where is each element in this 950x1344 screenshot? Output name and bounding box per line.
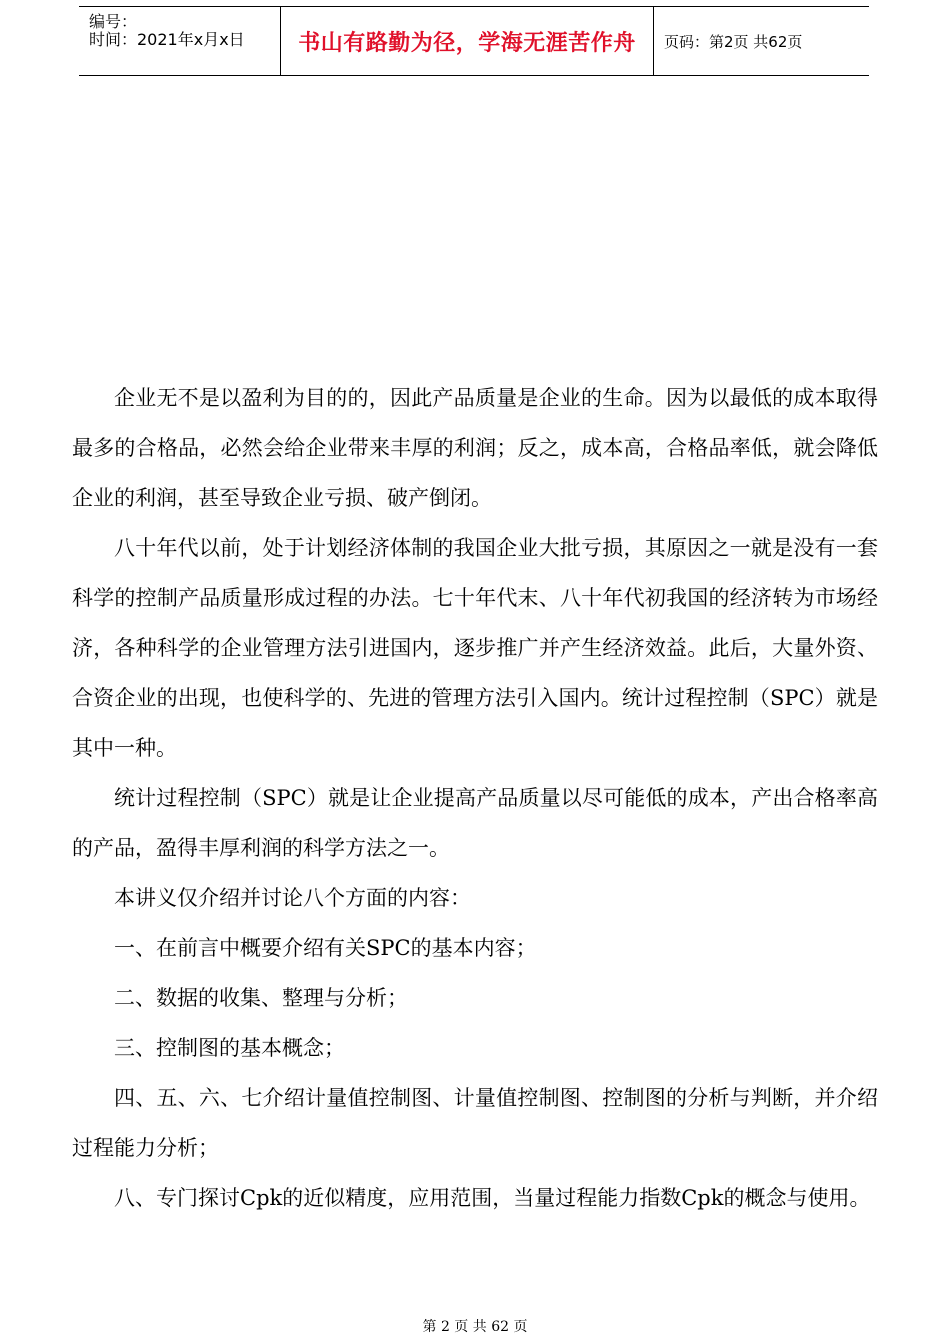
page-header [79,6,869,76]
list-item: 四、五、六、七介绍计量值控制图、计量值控制图、控制图的分析与判断，并介绍过程能力分析； [72,1086,878,1160]
paragraph: 本讲义仅介绍并讨论八个方面的内容： [114,886,471,910]
motto: 书山有路勤为径，学海无涯苦作舟 [298,30,636,56]
page-footer: 第 2 页 共 62 页 [422,1319,528,1335]
paragraph: 企业无不是以盈利为目的的，因此产品质量是企业的生命。因为以最低的成本取得最多的合格品，必然会给企业带来丰厚的利润；反之，成本高，合格品率低，就会降低企业的利润，甚至导致企业亏损、破产倒闭。 [72,386,878,510]
number-label: 编号： [89,12,138,31]
list-item: 二、数据的收集、整理与分析； [114,986,408,1010]
header-meta [79,7,281,75]
paragraph: 统计过程控制（SPC）就是让企业提高产品质量以尽可能低的成本，产出合格率高的产品，盈得丰厚利润的科学方法之一。 [72,786,878,860]
time-label: 时间：2021年x月x日 [89,30,245,49]
document-body [72,373,878,1223]
paragraph: 八十年代以前，处于计划经济体制的我国企业大批亏损，其原因之一就是没有一套科学的控制产品质量形成过程的办法。七十年代末、八十年代初我国的经济转为市场经济，各种科学的企业管理方法引进国内，逐步推广并产生经济效益。此后，大量外资、合资企业的出现，也使科学的、先进的管理方法引入国内。统计过程控制（SPC）就是其中一种。 [72,536,878,760]
list-item: 三、控制图的基本概念； [114,1036,345,1060]
list-item: 一、在前言中概要介绍有关SPC的基本内容； [114,936,537,960]
page-info: 页码：第2页 共62页 [664,32,803,51]
header-motto-cell [281,7,654,75]
list-item: 八、专门探讨Cpk的近似精度，应用范围，当量过程能力指数Cpk的概念与使用。 [114,1186,871,1210]
header-page-info [654,7,869,75]
